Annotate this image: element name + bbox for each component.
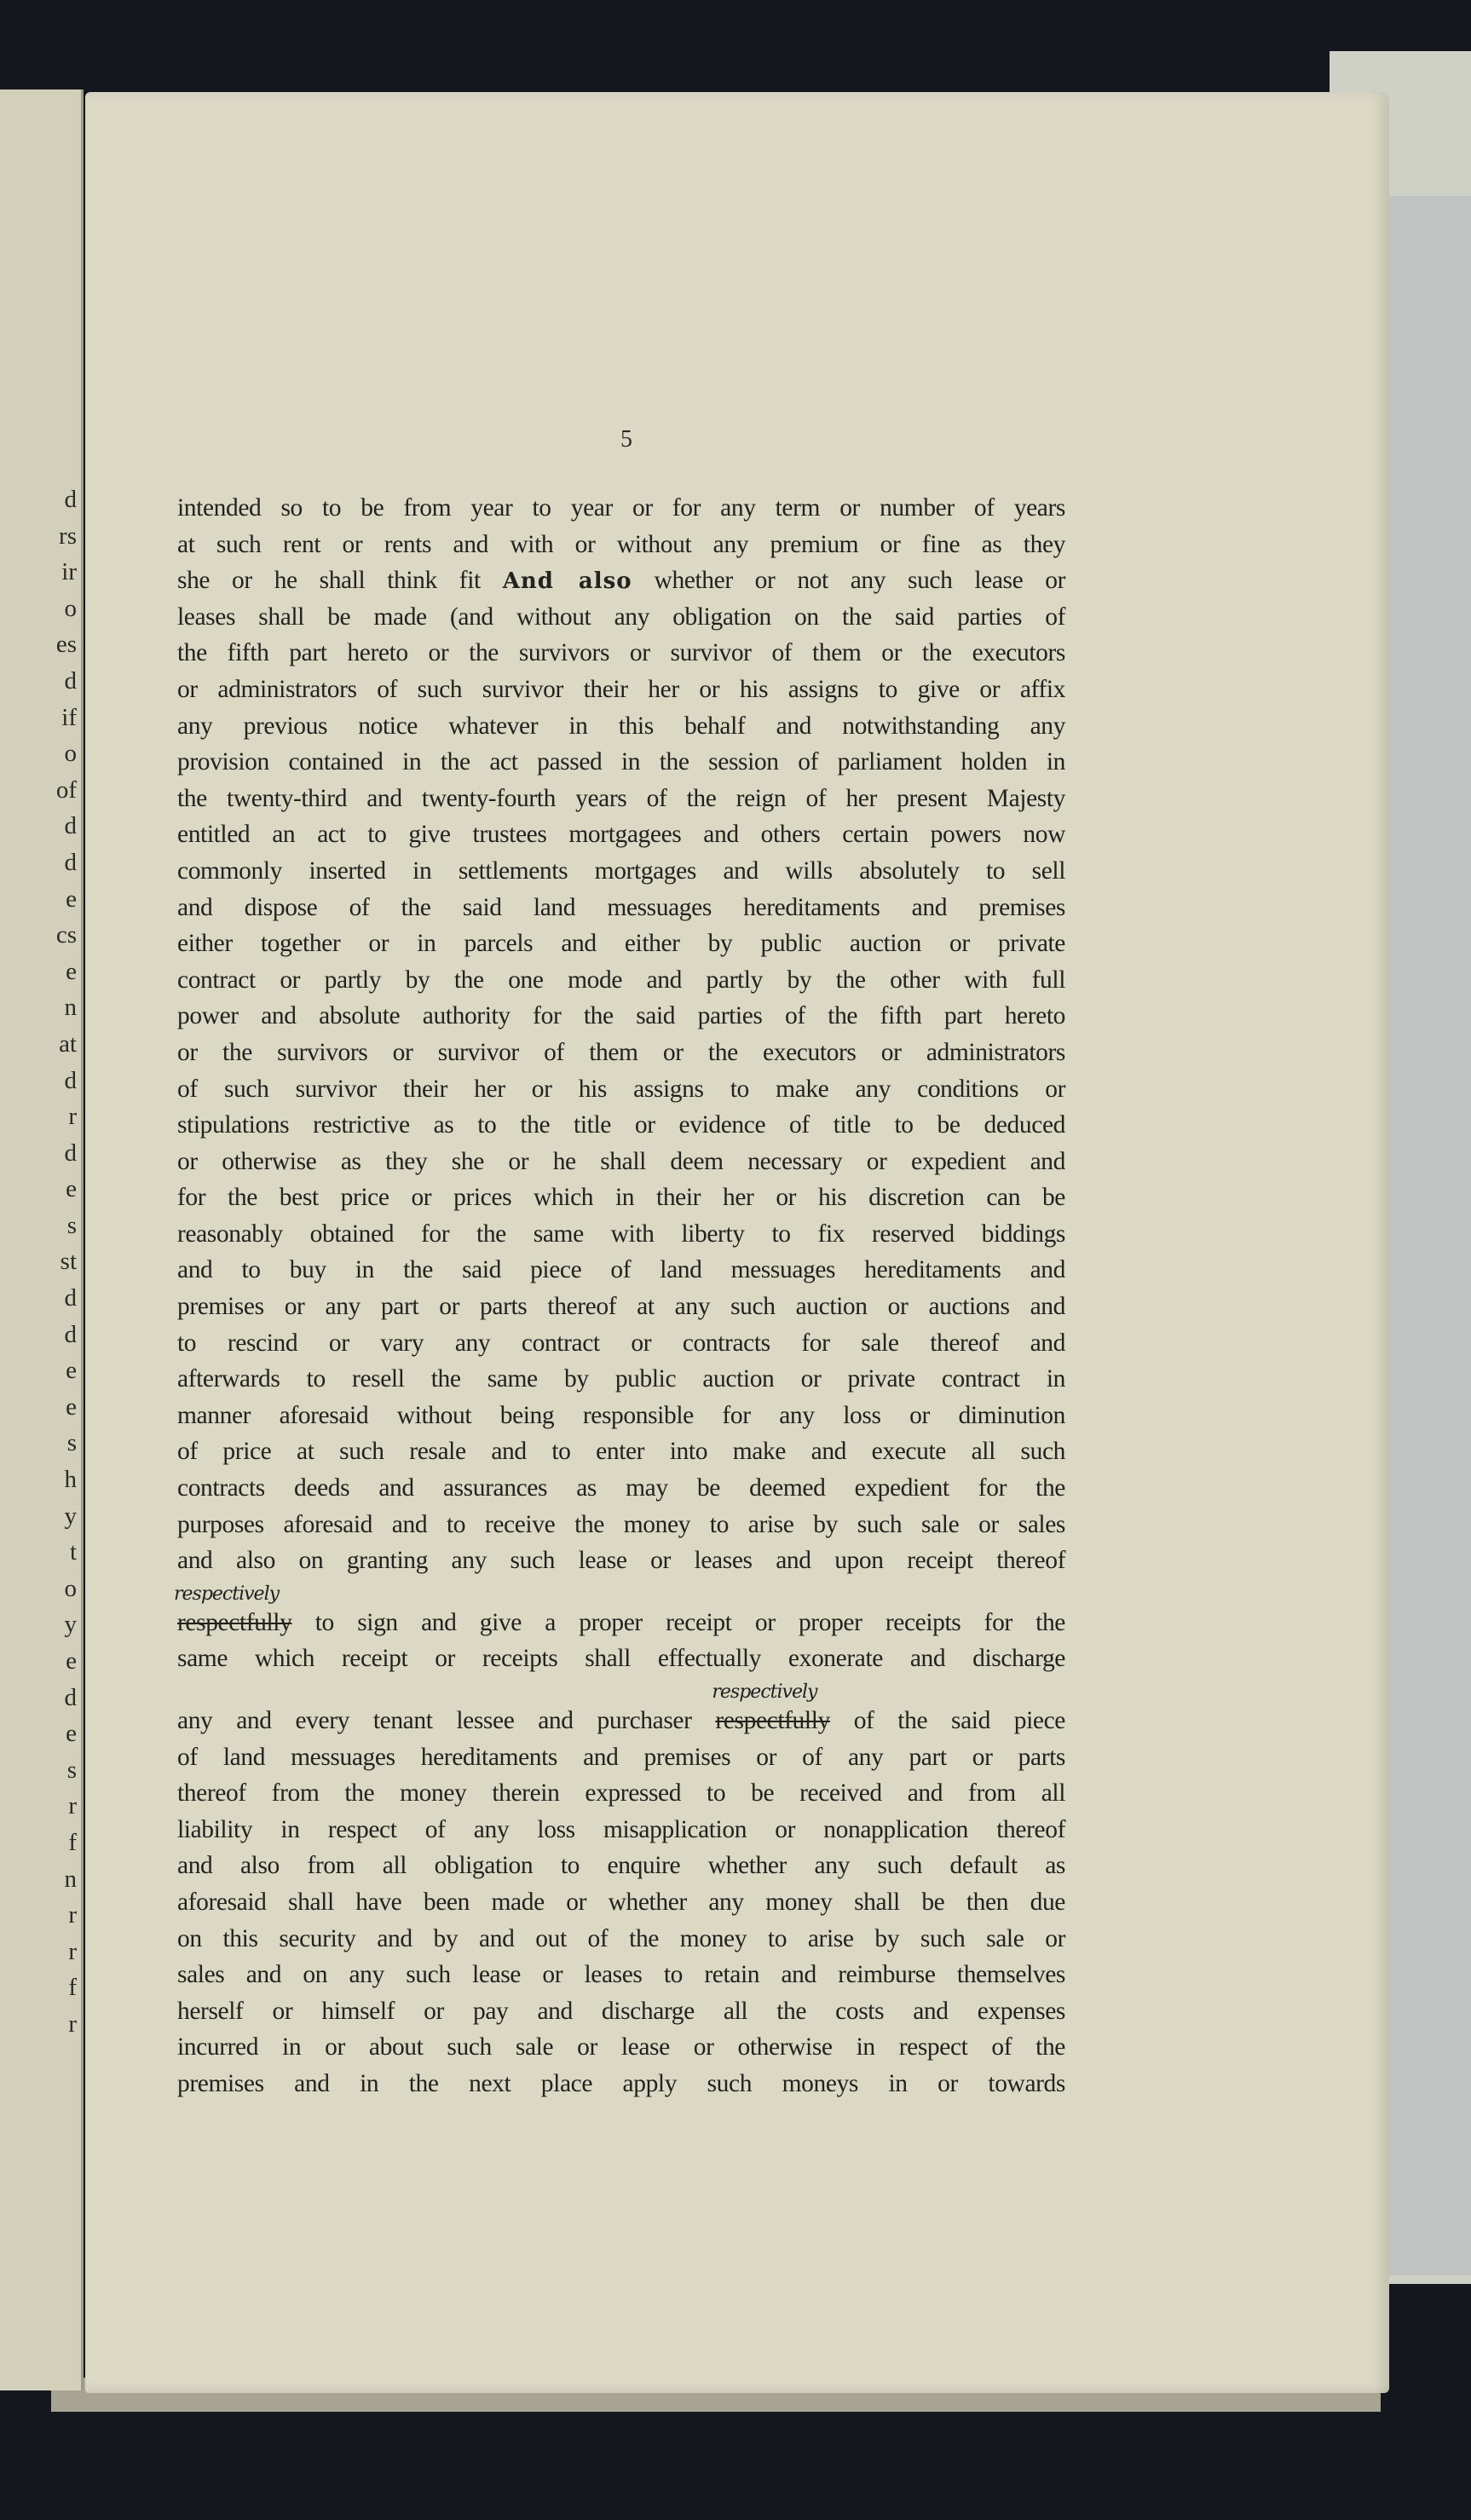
segment-text: premises or any part or parts thereof at any such auction or auctions and <box>177 1293 1065 1321</box>
text-line <box>177 1848 1065 1884</box>
text-segment <box>177 2033 1065 2061</box>
text-line <box>177 1884 1065 1921</box>
text-line <box>177 1216 1065 1253</box>
left-page-fragment: cs <box>55 921 77 949</box>
segment-text: of land messuages hereditaments and premises or of any part or parts <box>177 1743 1065 1771</box>
segment-text: whether or not any such lease or <box>632 567 1065 595</box>
segment-text: on this security and by and out of the money to arise by such sale or <box>177 1924 1065 1952</box>
struck-word <box>174 1583 292 1636</box>
text-line <box>177 781 1065 817</box>
text-line <box>177 1739 1065 1776</box>
left-page-fragment: d <box>64 666 77 695</box>
text-segment <box>177 1256 1065 1283</box>
text-segment <box>177 1184 1065 1211</box>
segment-text: same which receipt or receipts shall effectually exonerate and discharge <box>177 1645 1065 1673</box>
segment-text: or administrators of such survivor their her or his assigns to give or affix <box>177 675 1065 703</box>
text-segment <box>177 1511 1065 1538</box>
left-page-fragment: h <box>64 1466 77 1494</box>
text-segment <box>177 567 503 594</box>
left-page-fragment: e <box>66 957 77 985</box>
text-line <box>177 2029 1065 2066</box>
segment-text: the fifth part hereto or the survivors or survivor of them or the executors <box>177 639 1065 667</box>
segment-text: and also from all obligation to enquire whether any such default as <box>177 1852 1065 1880</box>
struck-word <box>712 1681 830 1734</box>
left-page-fragment: d <box>64 1320 77 1348</box>
segment-text: to sign and give a proper receipt or proper receipts for the <box>291 1608 1065 1636</box>
text-line <box>177 2066 1065 2102</box>
left-page-fragment: s <box>66 1756 77 1784</box>
text-segment <box>177 1961 1065 1988</box>
left-page-fragment: st <box>60 1248 77 1276</box>
text-segment <box>177 712 1065 740</box>
text-line <box>177 1035 1065 1071</box>
text-segment <box>177 857 1065 885</box>
text-segment <box>177 1329 1065 1357</box>
left-page-fragment: n <box>64 994 77 1022</box>
segment-text: And also <box>502 568 632 595</box>
text-line <box>177 1470 1065 1507</box>
text-segment <box>177 894 1065 921</box>
text-segment <box>177 1148 1065 1175</box>
text-line <box>177 527 1065 563</box>
segment-text: leases shall be made (and without any obligation on the said parties of <box>177 603 1065 631</box>
left-page-fragment: r <box>68 1103 77 1131</box>
segment-text: of price at such resale and to enter into make and execute all such <box>177 1438 1065 1466</box>
segment-text: either together or in parcels and either by public auction or private <box>177 930 1065 958</box>
segment-text: thereof from the money therein expressed to be received and from all <box>177 1779 1065 1808</box>
text-segment <box>177 1075 1065 1103</box>
text-segment <box>177 1474 1065 1502</box>
segment-text: sales and on any such lease or leases to retain and reimburse themselves <box>177 1961 1065 1989</box>
left-page-fragment: o <box>64 740 77 768</box>
segment-text: or otherwise as they she or he shall deem necessary or expedient and <box>177 1147 1065 1175</box>
text-segment <box>177 1002 1065 1029</box>
text-segment <box>291 1609 1065 1636</box>
text-line <box>177 1993 1065 2030</box>
text-segment <box>177 1779 1065 1807</box>
left-page-fragment: e <box>66 1720 77 1748</box>
text-line <box>177 490 1065 527</box>
text-line <box>177 816 1065 853</box>
segment-text: herself or himself or pay and discharge all the costs and expenses <box>177 1997 1065 2025</box>
text-line <box>177 1361 1065 1398</box>
segment-text: contract or partly by the one mode and partly by the other with full <box>177 966 1065 994</box>
text-segment <box>177 494 1065 522</box>
text-segment <box>177 1889 1065 1916</box>
text-line <box>177 562 1065 599</box>
text-line <box>177 1252 1065 1289</box>
segment-text: incurred in or about such sale or lease or otherwise in respect of the <box>177 2033 1065 2062</box>
segment-text: or the survivors or survivor of them or the executors or administrators <box>177 1038 1065 1066</box>
left-page-fragment: d <box>64 486 77 513</box>
segment-text: purposes aforesaid and to receive the money to arise by such sale or sales <box>177 1510 1065 1538</box>
segment-text: of such survivor their her or his assigns to make any conditions or <box>177 1075 1065 1103</box>
left-page-fragment: at <box>59 1029 77 1058</box>
segment-text: respectfully <box>715 1707 830 1734</box>
left-page-fragment: e <box>66 1647 77 1675</box>
segment-text: any previous notice whatever in this behalf and notwithstanding any <box>177 712 1065 740</box>
segment-text: power and absolute authority for the said parties of the fifth part hereto <box>177 1002 1065 1030</box>
left-page-fragment: e <box>66 1357 77 1385</box>
text-line <box>177 1107 1065 1144</box>
left-page-fragment: f <box>68 1828 77 1856</box>
left-page-fragment: d <box>64 812 77 840</box>
text-line <box>177 1179 1065 1216</box>
text-line <box>177 962 1065 999</box>
text-line <box>177 1957 1065 1993</box>
segment-text: aforesaid shall have been made or whether any money shall be then due <box>177 1888 1065 1916</box>
segment-text: intended so to be from year to year or for any term or number of years <box>177 494 1065 522</box>
left-page-fragment: r <box>68 1901 77 1929</box>
text-line <box>177 853 1065 890</box>
segment-text: the twenty-third and twenty-fourth years of the reign of her present Majesty <box>177 784 1065 812</box>
text-line <box>174 1579 1065 1641</box>
text-segment <box>177 1744 1065 1771</box>
text-line <box>177 672 1065 708</box>
left-page-text-fragments <box>0 482 77 2043</box>
text-segment <box>177 966 1065 994</box>
text-line <box>177 998 1065 1035</box>
segment-text: of the said piece <box>829 1707 1065 1734</box>
segment-text: and to buy in the said piece of land messuages hereditaments and <box>177 1256 1065 1284</box>
segment-text: respectfully <box>177 1608 292 1636</box>
text-segment <box>177 748 1065 776</box>
text-line <box>177 708 1065 745</box>
segment-text: afterwards to resell the same by public auction or private contract in <box>177 1365 1065 1393</box>
left-page-fragment: r <box>68 1937 77 1965</box>
segment-text: provision contained in the act passed in the session of parliament holden in <box>177 748 1065 776</box>
text-line <box>177 744 1065 781</box>
segment-text: for the best price or prices which in their her or his discretion can be <box>177 1184 1065 1212</box>
text-segment <box>177 1438 1065 1465</box>
left-page-fragment: of <box>55 776 77 804</box>
text-line <box>177 1921 1065 1958</box>
text-line <box>177 1433 1065 1470</box>
text-segment <box>177 1111 1065 1139</box>
segment-text: manner aforesaid without being responsible for any loss or diminution <box>177 1401 1065 1429</box>
text-segment <box>177 1220 1065 1248</box>
text-line <box>177 635 1065 672</box>
text-line <box>177 1144 1065 1180</box>
left-page-fragment: e <box>66 1393 77 1421</box>
text-segment <box>177 1402 1065 1429</box>
left-page-fragment: if <box>61 703 77 731</box>
text-line <box>177 1641 1065 1677</box>
left-page-fragment: e <box>66 885 77 913</box>
left-page-fragment: s <box>66 1211 77 1239</box>
left-page-fragment: n <box>64 1865 77 1893</box>
text-segment <box>177 1645 1065 1672</box>
left-page-fragment: rs <box>59 522 77 550</box>
text-segment <box>177 1925 1065 1952</box>
left-page <box>0 89 84 2390</box>
segment-text: entitled an act to give trustees mortgagees and others certain powers now <box>177 821 1065 849</box>
text-segment <box>177 1039 1065 1066</box>
text-segment <box>177 821 1065 848</box>
text-segment <box>177 1547 1065 1574</box>
text-segment <box>177 785 1065 812</box>
segment-text: liability in respect of any loss misapplication or nonapplication thereof <box>177 1815 1065 1843</box>
blackletter-phrase <box>503 568 632 594</box>
left-page-fragment: d <box>64 1683 77 1711</box>
text-segment <box>177 1365 1065 1393</box>
text-line <box>177 1543 1065 1579</box>
text-segment <box>177 531 1065 558</box>
left-page-fragment: y <box>64 1611 77 1639</box>
handwritten-correction: respectively <box>174 1583 280 1605</box>
text-line <box>177 599 1065 636</box>
left-page-fragment: o <box>64 594 77 622</box>
left-page-fragment: y <box>64 1502 77 1530</box>
left-page-fragment: o <box>64 1574 77 1602</box>
text-line <box>177 1071 1065 1108</box>
text-line <box>177 890 1065 926</box>
left-page-fragment: s <box>66 1429 77 1457</box>
handwritten-correction: respectively <box>712 1681 817 1703</box>
text-segment <box>177 603 1065 631</box>
segment-text: reasonably obtained for the same with liberty to fix reserved biddings <box>177 1220 1065 1248</box>
segment-text: commonly inserted in settlements mortgages and wills absolutely to sell <box>177 856 1065 885</box>
text-line <box>177 1677 1065 1739</box>
segment-text: stipulations restrictive as to the title or evidence of title to be deduced <box>177 1111 1065 1139</box>
text-line <box>177 1507 1065 1543</box>
left-page-fragment: d <box>64 1284 77 1312</box>
left-page-fragment: d <box>64 1139 77 1167</box>
segment-text: she or he shall think fit <box>177 567 503 595</box>
left-page-fragment: d <box>64 1066 77 1094</box>
left-page-fragment: r <box>68 1792 77 1820</box>
text-line <box>177 926 1065 962</box>
text-segment <box>177 676 1065 703</box>
left-page-fragment: d <box>64 848 77 876</box>
back-page-sheet <box>1381 196 1471 2275</box>
text-segment <box>177 1707 715 1734</box>
text-segment <box>177 1998 1065 2025</box>
text-line <box>177 1289 1065 1325</box>
text-line <box>177 1325 1065 1362</box>
text-line <box>177 1398 1065 1434</box>
left-page-fragment: r <box>68 2010 77 2038</box>
text-segment <box>830 1707 1065 1734</box>
text-line <box>177 1775 1065 1812</box>
segment-text: any and every tenant lessee and purchaser <box>177 1707 716 1734</box>
segment-text: contracts deeds and assurances as may be deemed expedient for the <box>177 1474 1065 1502</box>
left-page-fragment: f <box>68 1974 77 2002</box>
page-number: 5 <box>620 426 632 453</box>
segment-text: and dispose of the said land messuages hereditaments and premises <box>177 893 1065 921</box>
left-page-fragment: e <box>66 1175 77 1203</box>
body-text <box>174 490 1065 2102</box>
text-segment <box>177 1852 1065 1879</box>
text-line <box>177 1812 1065 1848</box>
segment-text: at such rent or rents and with or without any premium or fine as they <box>177 530 1065 558</box>
text-segment <box>177 2070 1065 2097</box>
left-page-fragment: ir <box>61 558 77 586</box>
text-segment <box>177 639 1065 666</box>
text-segment <box>632 567 1065 594</box>
text-segment <box>177 930 1065 957</box>
text-segment <box>177 1816 1065 1843</box>
text-segment <box>177 1293 1065 1320</box>
left-page-fragment: es <box>55 631 77 659</box>
segment-text: to rescind or vary any contract or contracts for sale thereof and <box>177 1329 1065 1357</box>
left-page-fragment: t <box>69 1538 77 1566</box>
segment-text: and also on granting any such lease or leases and upon receipt thereof <box>177 1547 1065 1575</box>
segment-text: premises and in the next place apply such moneys in or towards <box>177 2069 1065 2097</box>
